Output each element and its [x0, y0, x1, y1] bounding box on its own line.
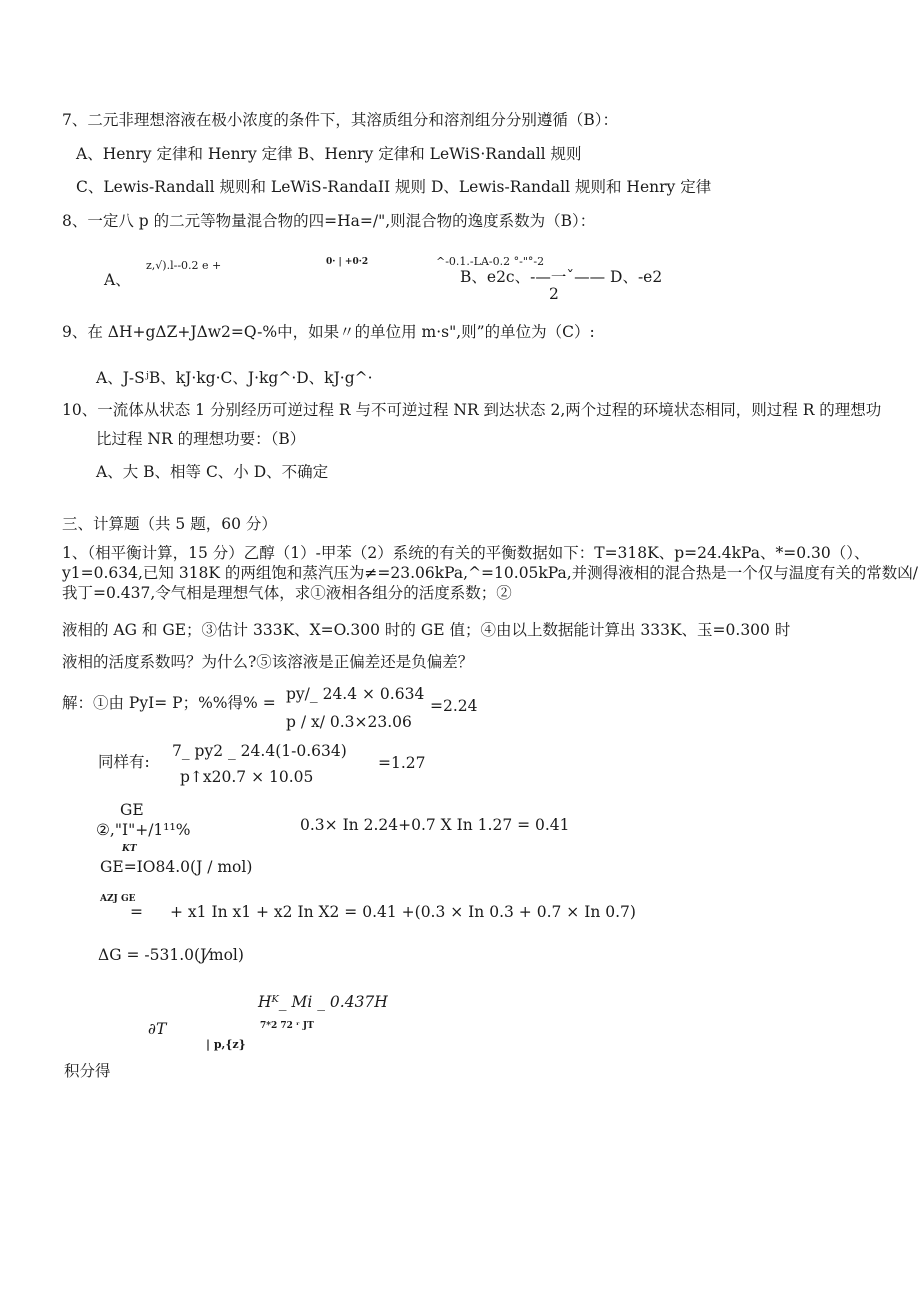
q8-formula-fragment: 2	[549, 285, 559, 303]
solution-step-6: ΔG = -531.0(J⁄mol)	[98, 946, 244, 964]
solution-step-4: GE=IO84.0(J / mol)	[100, 858, 253, 876]
q8-options-bcd: B、e2c、-—一ˇ—— D、-e2	[460, 268, 663, 286]
q8-formula-fragment: ^-0.1.-LA-0.2 °-"°-2	[436, 255, 545, 268]
solution-step-1-lead: 解：①由 PyI= P；%%得% =	[62, 694, 276, 712]
solution-step-5-equals: =	[130, 903, 143, 921]
problem-1-text: 液相的活度系数吗？为什么?⑤该溶液是正偏差还是负偏差？	[62, 653, 474, 671]
solution-step-3-ge: GE	[120, 801, 144, 819]
solution-step-2-numerator: 7_ py2 _ 24.4(1-0.634)	[172, 742, 347, 760]
q10-stem: 10、一流体从状态 1 分别经历可逆过程 R 与不可逆过程 NR 到达状态 2,两个过程的环境状态相同，则过程 R 的理想功	[62, 401, 882, 419]
problem-1-text: 液相的 AG 和 GE；③估计 333K、X=O.300 时的 GE 值；④由以上数据能计算出 333K、玉=0.300 时	[62, 621, 791, 639]
q8-option-a: A、	[104, 271, 131, 289]
q8-formula-fragment: z,√).l--0.2 e +	[146, 259, 222, 272]
problem-1-text: y1=0.634,已知 318K 的两组饱和蒸汽压为≠=23.06kPa,^=10.05kPa,并测得液相的混合热是一个仅与温度有关的常数凶/	[62, 564, 918, 582]
q10-options: A、大 B、相等 C、小 D、不确定	[96, 463, 329, 481]
q7-options-cd: C、Lewis-Randall 规则和 LeWiS-RandaII 规则 D、Lewis-Randall 规则和 Henry 定律	[76, 178, 712, 196]
solution-step-5-expression: + x1 In x1 + x2 In X2 = 0.41 +(0.3 × In 0.3 + 0.7 × In 0.7)	[170, 903, 636, 921]
solution-step-7-numerator: Hᴷ_ Mi _ 0.437H	[258, 993, 388, 1011]
solution-step-2-result: =1.27	[378, 754, 426, 772]
problem-1-text: 我丁=0.437,令气相是理想气体，求①液相各组分的活度系数；②	[62, 584, 512, 602]
solution-step-3-lead: ②,"I"+/1¹¹%	[96, 821, 191, 839]
problem-1-text: 1、（相平衡计算，15 分）乙醇（1）-甲苯（2）系统的有关的平衡数据如下：T=318K、p=24.4kPa、*=0.30（）、	[62, 544, 870, 562]
solution-step-1-denominator: p / x/ 0.3×23.06	[286, 713, 412, 731]
solution-step-3-rt: KT	[122, 844, 137, 854]
solution-step-7-pressure: | p,{z}	[206, 1038, 246, 1051]
q8-formula-fragment: 0· | +0·2	[326, 257, 369, 267]
solution-step-2-denominator: p↑x20.7 × 10.05	[180, 768, 314, 786]
q7-options-ab: A、Henry 定律和 Henry 定律 B、Henry 定律和 LeWiS·Randall 规则	[76, 145, 582, 163]
solution-step-5-label: AZJ GE	[100, 894, 136, 904]
solution-step-8: 积分得	[64, 1062, 111, 1080]
solution-step-1-numerator: py/_ 24.4 × 0.634	[286, 685, 425, 703]
q8-stem: 8、一定八 p 的二元等物量混合物的四=Ha=/",则混合物的逸度系数为（B）：	[62, 212, 596, 230]
solution-step-3-expression: 0.3× In 2.24+0.7 X In 1.27 = 0.41	[300, 816, 570, 834]
solution-step-7-subscripts: 7*2 72 ʳ JT	[260, 1021, 314, 1031]
solution-step-7-dt: ∂T	[148, 1020, 167, 1038]
q10-stem-continued: 比过程 NR 的理想功要：（B）	[96, 430, 306, 448]
q9-options: A、J-SʲB、kJ·kg·C、J·kg^·D、kJ·g^·	[96, 369, 373, 387]
q7-stem: 7、二元非理想溶液在极小浓度的条件下，其溶质组分和溶剂组分分别遵循（B）：	[62, 111, 619, 129]
section-title: 三、计算题（共 5 题，60 分）	[62, 515, 277, 533]
q9-stem: 9、在 ΔH+gΔZ+JΔw2=Q-%中，如果〃的单位用 m·s",则”的单位为（C）:	[62, 323, 595, 341]
solution-step-2-lead: 同样有:	[98, 753, 150, 771]
solution-step-1-result: =2.24	[430, 697, 478, 715]
